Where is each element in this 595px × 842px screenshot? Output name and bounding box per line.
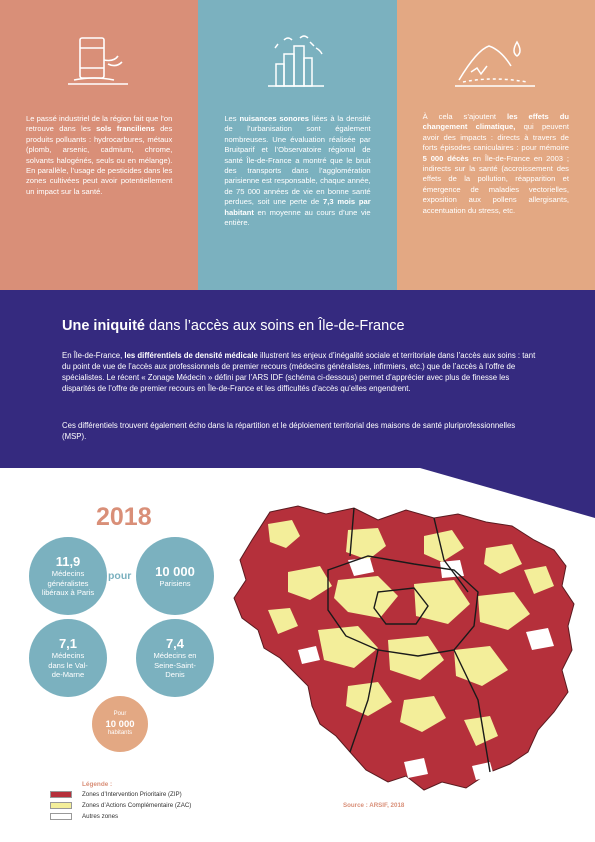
column-soils <box>0 0 198 290</box>
legend-swatch <box>50 802 72 809</box>
bubble-label: habitants <box>107 729 133 736</box>
bubble-seine-saint-denis <box>136 619 214 697</box>
bubble-label: Médecins en Seine-Saint-Denis <box>153 651 197 680</box>
text-segment: nuisances sonores <box>239 114 309 123</box>
legend-label: Autres zones <box>82 813 119 820</box>
text-segment: 7,3 mois par habitant <box>224 197 371 217</box>
legend-swatch <box>50 791 72 798</box>
bubble-value: 10 000 <box>105 718 135 730</box>
climate-text <box>423 112 569 216</box>
band-title-bold: Une iniquité <box>62 318 145 334</box>
pour-label: pour <box>108 570 132 582</box>
text-segment: Les <box>224 114 240 123</box>
text-segment: 5 000 décès <box>422 153 469 163</box>
legend-label: Zones d’Intervention Prioritaire (ZIP) <box>82 791 182 798</box>
legend-swatch <box>50 813 72 820</box>
legend-label: Zones d’Actions Complémentaire (ZAC) <box>82 802 192 809</box>
noise-text <box>224 114 370 228</box>
text-segment: À cela s’ajoutent <box>422 112 507 121</box>
legend-item-other <box>50 813 118 820</box>
band-title-rest: dans l’accès aux soins en Île-de-France <box>144 318 405 334</box>
text-segment: les effets du changement climatique, <box>422 112 569 132</box>
bubble-top: Pour <box>113 711 127 717</box>
idf-zoning-map <box>228 500 578 795</box>
text-segment: Le passé industriel de la région fait que l’on retrouve dans les <box>26 114 173 134</box>
bubble-label: Médecins généralistes libéraux à Paris <box>41 569 95 598</box>
text-segment: sols franciliens <box>96 124 155 134</box>
climate-drought-icon <box>397 32 595 92</box>
inequity-band <box>0 290 595 468</box>
bubble-value: 7,1 <box>58 636 78 652</box>
text-segment: des produits polluants : hydrocarbures, métaux (plomb, arsenic, cadmium, chrome, solvants halogénés, seuls ou en mélange). En parallèle, l’usage de pesticides dans les zones cultivées peut avoir potentiellement un impact sur la santé. <box>26 124 173 196</box>
column-climate <box>397 0 595 290</box>
legend-item-zip <box>50 791 182 798</box>
band-p1-a: En Île-de-France, <box>62 351 125 360</box>
band-p1-bold: les différentiels de densité médicale <box>124 351 258 360</box>
map-source: Source : ARSIF, 2018 <box>343 802 405 809</box>
legend-title: Légende : <box>82 781 113 788</box>
text-segment: qui peuvent avoir des impacts : directs à travers de forts épisodes caniculaires : pour mémoire <box>422 122 569 153</box>
band-paragraph-1 <box>62 350 540 394</box>
text-segment: en moyenne au cours d’une vie entière. <box>224 207 371 228</box>
bubble-paris-doctors <box>29 537 107 615</box>
legend-item-zac <box>50 802 191 809</box>
bubble-label: Parisiens <box>159 578 191 588</box>
column-noise <box>198 0 396 290</box>
barrel-leak-icon <box>0 32 198 92</box>
bubble-value: 10 000 <box>155 563 195 579</box>
bubble-value: 11,9 <box>55 554 81 570</box>
top-columns <box>0 0 595 290</box>
bubble-value: 7,4 <box>165 636 185 652</box>
text-segment: liées à la densité de l’urbanisation sont également nombreuses. Une évaluation réalisée par Bruitparif et l’Observatoire régional de santé Île-de-France a montré que le bruit des transports dans l’agglomération parisienne est responsable, chaque année, de 75 000 années de vie en bonne santé perdues, soit une perte de <box>224 114 371 207</box>
bubble-label: Médecins dans le Val-de-Marne <box>48 651 88 680</box>
band-paragraph-2: Ces différentiels trouvent également écho dans la répartition et le déploiement territorial des maisons de santé pluriprofessionnelles (MSP). <box>62 421 516 441</box>
band-title <box>62 318 405 334</box>
city-noise-icon <box>198 32 396 92</box>
bubble-parisians <box>136 537 214 615</box>
text-segment: en Île-de-France en 2003 ; indirects sur la santé (accroissement des effets de la pollution, réapparition et émergence de maladies vectorielles, exposition aux pollens allergisants, accentuation du stress, etc. <box>422 153 569 215</box>
bubble-val-de-marne <box>29 619 107 697</box>
bubble-per-inhabitants <box>92 696 148 752</box>
stats-year: 2018 <box>96 503 152 531</box>
band-p1-c: illustrent les enjeux d’inégalité sociale et territoriale dans l’accès aux soins : tant du point de vue de l’accès aux professionnels de premier recours (médecins généralistes, infirmiers, etc.) que de l’accès à l’offre de spécialistes. Le récent « Zonage Médecin » défini par l’ARS IDF (schéma ci-dessous) permet d’apprécier avec plus de finesse les disparités de l’offre de premier recours en Île-de-France et les difficultés d’accès qu’elles engendrent. <box>62 351 536 393</box>
soils-text <box>26 114 172 197</box>
